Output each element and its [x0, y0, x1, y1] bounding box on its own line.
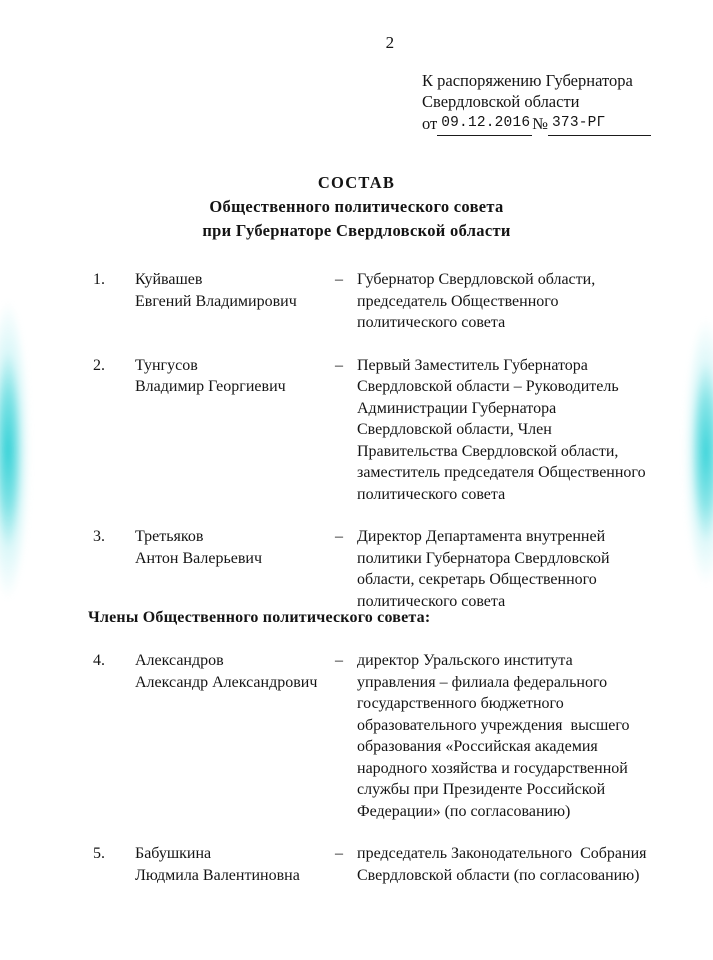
entry-description-line: области, секретарь Общественного — [357, 571, 597, 588]
entry-person-name — [135, 269, 335, 312]
title-line-2: Общественного политического совета — [209, 197, 504, 216]
entry-description — [357, 355, 679, 506]
entry-number: 3. — [93, 528, 105, 545]
entry-description-line: Администрации Губернатора — [357, 399, 557, 417]
roster-entry — [0, 355, 713, 506]
entry-number: 2. — [93, 356, 105, 374]
reference-line-1: К распоряжению Губернатора — [422, 71, 633, 90]
entry-description-line: заместитель председателя Общественного — [357, 464, 646, 481]
entry-description-line: председатель Законодательного Собрания — [357, 845, 647, 862]
entry-given-name: Евгений Владимирович — [135, 292, 297, 310]
entry-description-line: государственного бюджетного — [357, 695, 564, 712]
entry-description-line: Губернатор Свердловской области, — [357, 271, 596, 288]
entry-description — [357, 526, 679, 612]
entry-number: 5. — [93, 845, 105, 862]
entry-number: 4. — [93, 652, 105, 669]
document-title — [0, 171, 713, 243]
entry-description-line: Первый Заместитель Губернатора — [357, 356, 588, 374]
entry-surname: Александров — [135, 652, 224, 669]
entry-surname: Бабушкина — [135, 845, 212, 862]
entry-description-line: Свердловской области (по согласованию) — [357, 866, 640, 884]
members-roster — [0, 650, 713, 907]
entry-given-name: Владимир Георгиевич — [135, 378, 286, 395]
entry-number: 1. — [93, 271, 105, 288]
entry-description — [357, 650, 679, 822]
title-line-3: при Губернаторе Свердловской области — [202, 221, 511, 240]
entry-description-line: председатель Общественного — [357, 292, 559, 310]
reference-underline-tail — [607, 118, 651, 136]
roster-entry — [0, 650, 713, 822]
entry-given-name: Александр Александрович — [135, 673, 318, 691]
leadership-roster — [0, 269, 713, 633]
entry-surname: Тунгусов — [135, 356, 198, 374]
entry-description-line: политического совета — [357, 592, 506, 610]
title-line-1: СОСТАВ — [317, 173, 396, 192]
number-symbol: № — [532, 114, 549, 133]
entry-person-name — [135, 526, 335, 569]
reference-document-line — [422, 113, 651, 136]
entry-given-name: Антон Валерьевич — [135, 549, 263, 567]
entry-dash-separator: – — [335, 845, 343, 862]
entry-dash-separator: – — [335, 528, 343, 545]
entry-description-line: директор Уральского института — [357, 652, 573, 669]
members-section-heading: Члены Общественного политического совета: — [88, 609, 431, 626]
document-number-value: 373-РГ — [548, 113, 607, 136]
reference-block — [422, 71, 651, 136]
entry-description — [357, 269, 679, 334]
entry-description-line: Свердловской области, Член — [357, 421, 552, 438]
entry-dash-separator: – — [335, 356, 343, 374]
page-number: 2 — [385, 33, 395, 52]
roster-entry — [0, 269, 713, 334]
entry-surname: Куйвашев — [135, 271, 203, 288]
entry-description-line: образования «Российская академия — [357, 738, 598, 755]
roster-entry — [0, 526, 713, 612]
entry-description-line: Правительства Свердловской области, — [357, 442, 619, 460]
entry-description-line: Директор Департамента внутренней — [357, 528, 606, 545]
entry-description-line: политики Губернатора Свердловской — [357, 549, 610, 567]
entry-person-name — [135, 650, 335, 693]
entry-description-line: управления – филиала федерального — [357, 673, 608, 691]
entry-description-line: политического совета — [357, 314, 506, 331]
entry-person-name — [135, 355, 335, 398]
entry-description-line: Свердловской области – Руководитель — [357, 378, 619, 395]
entry-description-line: службы при Президенте Российской — [357, 781, 606, 798]
entry-description-line: Федерации» (по согласованию) — [357, 802, 571, 820]
entry-person-name — [135, 843, 335, 886]
entry-surname: Третьяков — [135, 528, 204, 545]
date-value: 09.12.2016 — [437, 113, 532, 136]
entry-description-line: образовательного учреждения высшего — [357, 716, 630, 734]
entry-given-name: Людмила Валентиновна — [135, 866, 300, 884]
reference-line-2: Свердловской области — [422, 91, 580, 111]
roster-entry — [0, 843, 713, 886]
entry-description — [357, 843, 679, 886]
entry-dash-separator: – — [335, 652, 343, 669]
entry-description-line: политического совета — [357, 485, 506, 503]
date-label: от — [422, 114, 438, 133]
entry-dash-separator: – — [335, 271, 343, 288]
entry-description-line: народного хозяйства и государственной — [357, 759, 628, 777]
